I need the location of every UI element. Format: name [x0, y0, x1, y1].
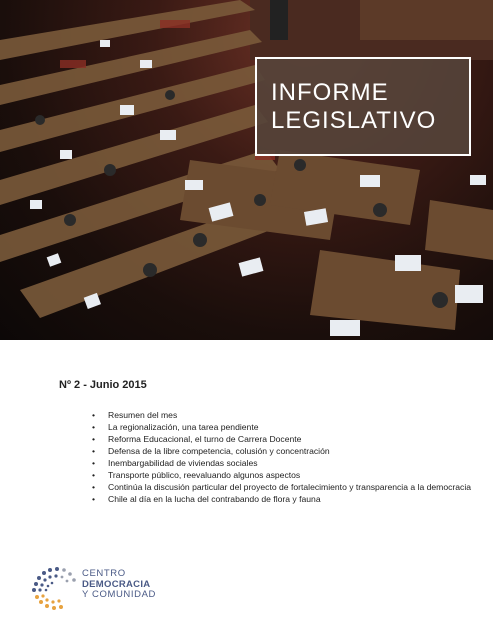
cover-title-line1: INFORME: [271, 79, 389, 106]
toc-item: • Defensa de la libre competencia, colusión y concentración: [92, 446, 330, 456]
logo-line2: DEMOCRACIA: [82, 578, 151, 590]
bullet-icon: •: [92, 434, 96, 444]
bullet-icon: •: [92, 482, 96, 492]
table-of-contents: [92, 409, 484, 505]
toc-item: • Chile al día en la lucha del contrabando de flora y fauna: [92, 494, 321, 504]
logo-line1: CENTRO: [82, 568, 126, 579]
toc-item: • Inembargabilidad de viviendas sociales: [92, 458, 258, 468]
toc-item: • Reforma Educacional, el turno de Carrera Docente: [92, 434, 302, 444]
bullet-icon: •: [92, 410, 96, 420]
bullet-icon: •: [92, 422, 96, 432]
organization-logo: [28, 560, 178, 616]
issue-number: Nº 2 - Junio 2015: [59, 379, 147, 391]
toc-item: • Resumen del mes: [92, 410, 178, 420]
toc-item: • La regionalización, una tarea pendiente: [92, 422, 259, 432]
dot-arc-logo-icon: [28, 560, 80, 612]
logo-wordmark: [82, 569, 156, 601]
bullet-icon: •: [92, 470, 96, 480]
bullet-icon: •: [92, 494, 96, 504]
logo-line3: Y COMUNIDAD: [82, 589, 156, 600]
cover-title-box: [255, 57, 471, 156]
toc-item: • Continúa la discusión particular del proyecto de fortalecimiento y transparencia a la democracia: [92, 482, 472, 492]
toc-item: • Transporte público, reevaluando algunos aspectos: [92, 470, 301, 480]
bullet-icon: •: [92, 446, 96, 456]
bullet-icon: •: [92, 458, 96, 468]
cover-title-line2: LEGISLATIVO: [271, 107, 437, 134]
